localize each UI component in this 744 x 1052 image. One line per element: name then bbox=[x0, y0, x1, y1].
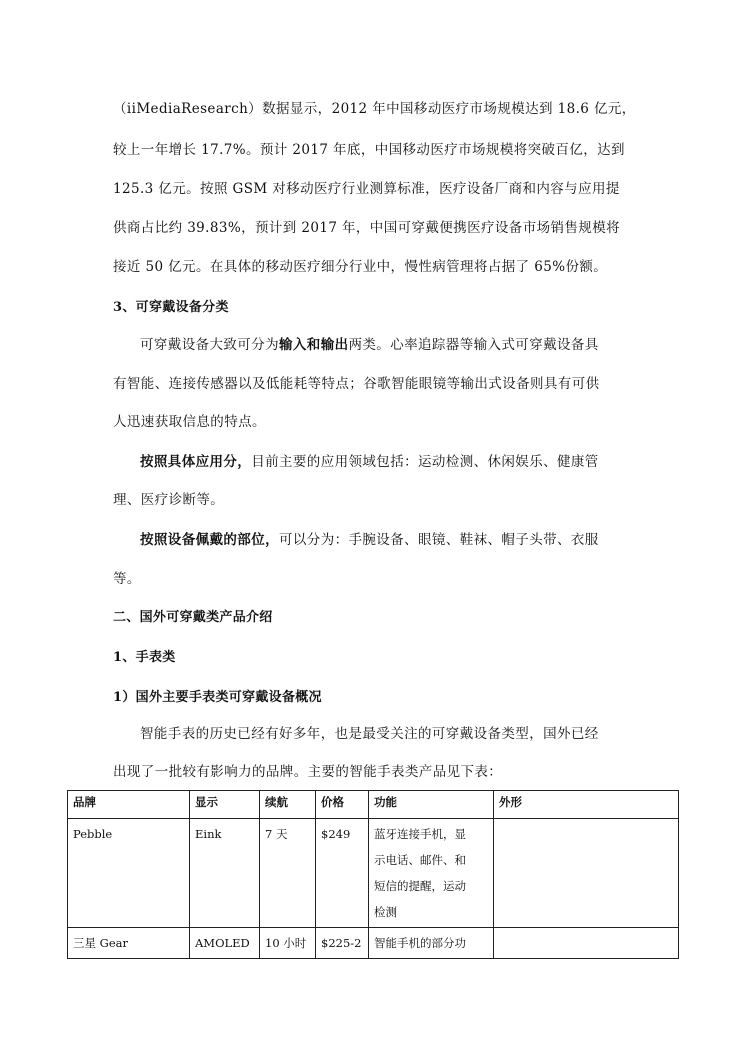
function-line: 短信的提醒，运动 bbox=[374, 879, 466, 893]
column-header: 显示 bbox=[190, 791, 260, 819]
text-span: 两类。心率追踪器等输入式可穿戴设备具 bbox=[348, 337, 599, 353]
intro-line-1: （iiMediaResearch）数据显示，2012 年中国移动医疗市场规模达到 18.6 亿元， bbox=[113, 101, 636, 117]
section-heading: 3、可穿戴设备分类 bbox=[113, 300, 229, 315]
paragraph-line bbox=[140, 450, 599, 470]
table-header-row bbox=[68, 791, 679, 819]
shape-cell bbox=[494, 928, 679, 959]
text-span: 可以分为：手腕设备、眼镜、鞋袜、帽子头带、衣服 bbox=[279, 532, 599, 548]
intro-line-5: 接近 50 亿元。在具体的移动医疗细分行业中，慢性病管理将占据了 65%份额。 bbox=[113, 259, 608, 275]
paragraph-line: 出现了一批较有影响力的品牌。主要的智能手表类产品见下表： bbox=[113, 764, 503, 780]
column-header: 价格 bbox=[316, 791, 369, 819]
paragraph-line bbox=[140, 528, 599, 548]
bold-term: 按照具体应用分， bbox=[140, 454, 252, 470]
table-row bbox=[68, 819, 679, 928]
paragraph-line: 等。 bbox=[113, 571, 141, 587]
price-cell: $225-2 bbox=[316, 928, 369, 959]
intro-line-4: 供商占比约 39.83%，预计到 2017 年，中国可穿戴便携医疗设备市场销售规模将 bbox=[113, 220, 621, 236]
intro-line-3: 125.3 亿元。按照 GSM 对移动医疗行业测算标准，医疗设备厂商和内容与应用提 bbox=[113, 181, 620, 197]
paragraph-line: 人迅速获取信息的特点。 bbox=[113, 414, 266, 430]
subsection-heading: 1）国外主要手表类可穿戴设备概况 bbox=[113, 690, 322, 705]
function-line: 示电话、邮件、和 bbox=[374, 853, 466, 867]
brand-cell: Pebble bbox=[68, 819, 190, 928]
paragraph-line: 智能手表的历史已经有好多年，也是最受关注的可穿戴设备类型，国外已经 bbox=[140, 726, 599, 742]
display-cell: AMOLED bbox=[190, 928, 260, 959]
function-line: 蓝牙连接手机，显 bbox=[374, 827, 466, 841]
function-cell bbox=[369, 819, 494, 928]
column-header: 功能 bbox=[369, 791, 494, 819]
column-header: 续航 bbox=[260, 791, 316, 819]
function-cell: 智能手机的部分功 bbox=[369, 928, 494, 959]
brand-cell: 三星 Gear bbox=[68, 928, 190, 959]
section-heading: 二、国外可穿戴类产品介绍 bbox=[113, 610, 273, 625]
bold-term: 输入和输出 bbox=[279, 337, 349, 353]
function-line: 检测 bbox=[374, 905, 397, 919]
paragraph-line: 有智能、连接传感器以及低能耗等特点；谷歌智能眼镜等输出式设备则具有可供 bbox=[113, 376, 600, 392]
text-span: 可穿戴设备大致可分为 bbox=[140, 337, 279, 353]
price-cell: $249 bbox=[316, 819, 369, 928]
table-row bbox=[68, 928, 679, 959]
shape-cell bbox=[494, 819, 679, 928]
subsection-heading: 1、手表类 bbox=[113, 650, 176, 665]
column-header: 外形 bbox=[494, 791, 679, 819]
battery-cell: 10 小时 bbox=[260, 928, 316, 959]
battery-cell: 7 天 bbox=[260, 819, 316, 928]
paragraph-line bbox=[140, 333, 599, 353]
intro-line-2: 较上一年增长 17.7%。预计 2017 年底，中国移动医疗市场规模将突破百亿，达到 bbox=[113, 142, 625, 158]
text-span: 目前主要的应用领域包括：运动检测、休闲娱乐、健康管 bbox=[251, 454, 599, 470]
bold-term: 按照设备佩戴的部位， bbox=[140, 532, 279, 548]
column-header: 品牌 bbox=[68, 791, 190, 819]
paragraph-line: 理、医疗诊断等。 bbox=[113, 492, 225, 508]
smartwatch-table bbox=[67, 790, 679, 959]
display-cell: Eink bbox=[190, 819, 260, 928]
